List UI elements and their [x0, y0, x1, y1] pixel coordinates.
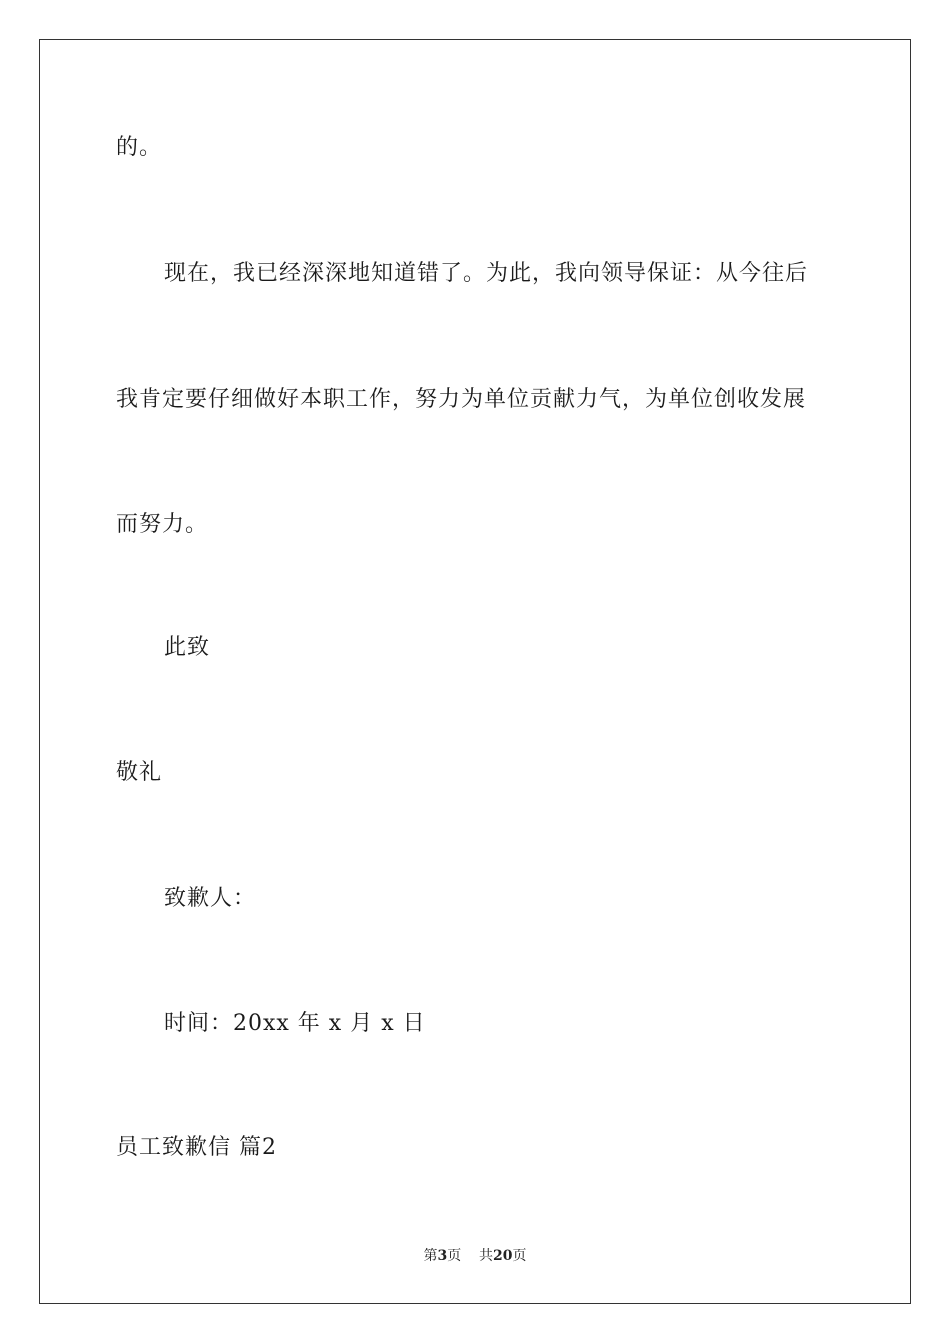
footer-total-pages: 20 — [493, 1248, 513, 1264]
salutation-closing: 此致 — [164, 635, 211, 660]
text-line-2: 现在，我已经深深地知道错了。为此，我向领导保证：从今往后 — [164, 261, 809, 286]
text-line-3: 我肯定要仔细做好本职工作，努力为单位贡献力气，为单位创收发展 — [116, 387, 807, 412]
date-line: 时间：20xx 年 x 月 x 日 — [164, 1011, 426, 1036]
footer-total-prefix: 共 — [479, 1248, 494, 1264]
page-border — [39, 39, 911, 1304]
section-heading: 员工致歉信 篇2 — [116, 1135, 277, 1160]
footer-page-number: 3 — [437, 1248, 448, 1264]
footer-page-prefix: 第 — [423, 1248, 438, 1264]
text-line-4: 而努力。 — [116, 512, 209, 537]
signer-label: 致歉人： — [164, 886, 257, 911]
salutation-respect: 敬礼 — [116, 760, 163, 785]
page-footer — [0, 1247, 950, 1265]
footer-total-suffix: 页 — [512, 1248, 527, 1264]
text-line-1: 的。 — [116, 135, 163, 160]
footer-page-suffix: 页 — [447, 1248, 462, 1264]
